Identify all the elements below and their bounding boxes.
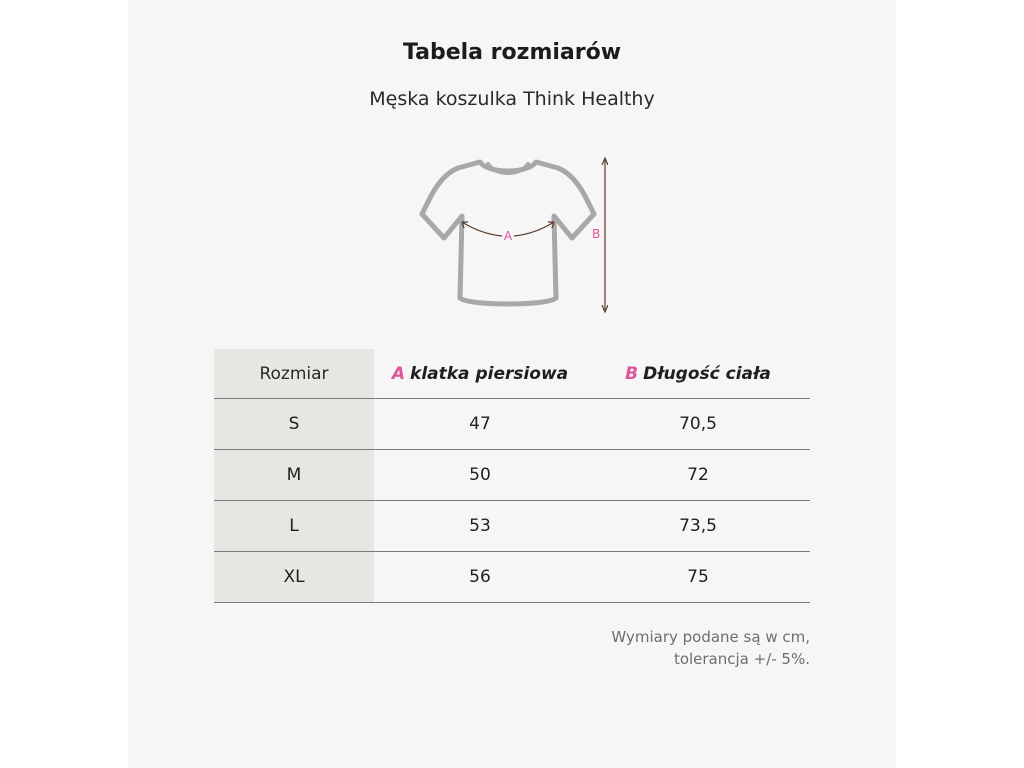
- size-table: [214, 349, 810, 603]
- cell-length: 72: [687, 465, 709, 485]
- measurement-note: [611, 626, 810, 670]
- header-chest: [374, 349, 586, 398]
- header-length-letter: B: [625, 363, 639, 384]
- chest-arrow-left: [462, 222, 502, 236]
- header-chest-label: klatka piersiowa: [410, 363, 569, 384]
- cell-chest: 50: [469, 465, 491, 485]
- header-chest-letter: A: [391, 363, 406, 384]
- cell-length: 70,5: [679, 414, 717, 434]
- table-row: [214, 399, 810, 450]
- tshirt-measurement-diagram: [408, 150, 608, 318]
- cell-size: XL: [214, 552, 374, 602]
- note-line-2: tolerancja +/- 5%.: [673, 650, 810, 668]
- cell-length: 75: [687, 567, 709, 587]
- table-row: [214, 450, 810, 501]
- cell-size: L: [214, 501, 374, 551]
- page-subtitle: Męska koszulka Think Healthy: [369, 88, 655, 110]
- cell-size: S: [214, 399, 374, 449]
- cell-chest: 56: [469, 567, 491, 587]
- cell-chest: 47: [469, 414, 491, 434]
- note-line-1: Wymiary podane są w cm,: [611, 628, 810, 646]
- page-title: Tabela rozmiarów: [402, 40, 622, 65]
- label-b: B: [592, 227, 601, 241]
- header-length-label: Długość ciała: [643, 363, 771, 384]
- header-size-label: Rozmiar: [259, 363, 329, 384]
- table-row: [214, 501, 810, 552]
- header-size: [214, 349, 374, 398]
- cell-chest: 53: [469, 516, 491, 536]
- size-chart-panel: [128, 0, 896, 768]
- table-row: [214, 552, 810, 603]
- chest-arrow-right: [514, 222, 554, 236]
- label-a: A: [503, 229, 513, 243]
- table-header-row: [214, 349, 810, 399]
- cell-size: M: [214, 450, 374, 500]
- cell-length: 73,5: [679, 516, 717, 536]
- header-length: [586, 349, 810, 398]
